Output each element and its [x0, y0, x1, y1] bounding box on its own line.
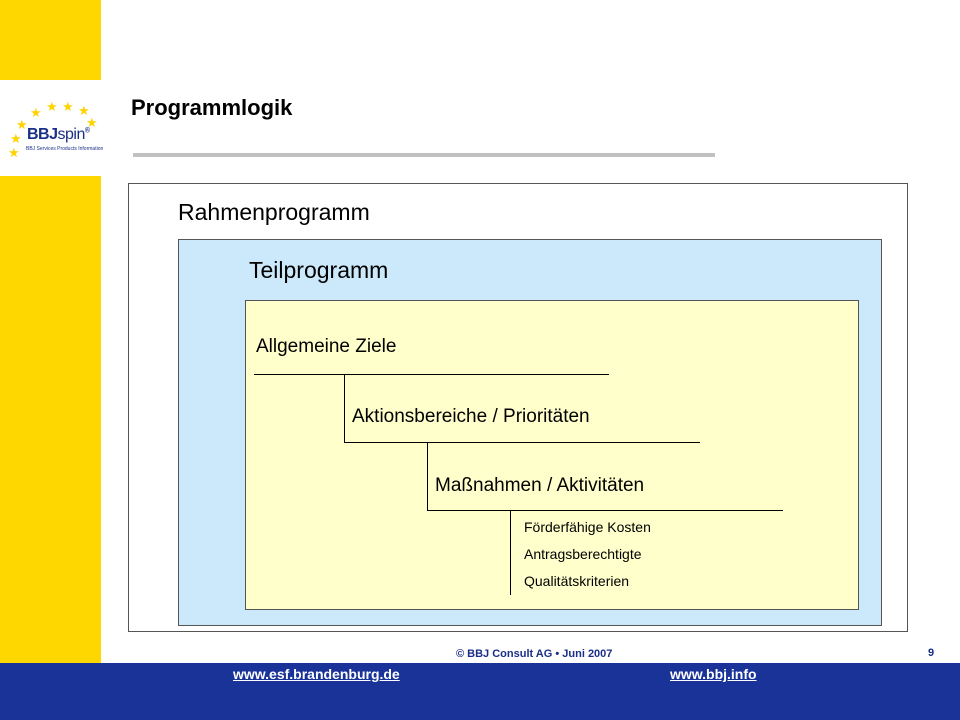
star-icon: ★ [30, 105, 42, 120]
copyright-text: © BBJ Consult AG • Juni 2007 [456, 648, 613, 660]
star-icon: ★ [16, 117, 28, 132]
esf-brandenburg-link[interactable]: www.esf.brandenburg.de [233, 666, 400, 682]
level4-item: Antragsberechtigte [524, 546, 642, 562]
level2-underline [344, 442, 700, 443]
sidebar-top-bar [0, 0, 101, 80]
level1-underline [254, 374, 609, 375]
star-icon: ★ [10, 131, 22, 146]
level4-item: Qualitätskriterien [524, 573, 630, 589]
level-allgemeine-ziele: Allgemeine Ziele [256, 336, 397, 357]
title-divider [133, 153, 715, 157]
rahmenprogramm-label: Rahmenprogramm [178, 199, 370, 225]
page-title: Programmlogik [131, 95, 293, 120]
level4-item: Förderfähige Kosten [524, 519, 651, 535]
footer-band-left [0, 663, 101, 720]
star-icon: ★ [78, 103, 90, 118]
teilprogramm-label: Teilprogramm [249, 257, 389, 283]
footer-band [101, 663, 960, 720]
brand-tagline: BBJ Services Products Information [26, 146, 104, 152]
brand-logo: BBJspin® [27, 126, 90, 143]
star-icon: ★ [62, 99, 74, 114]
level3-underline [427, 510, 783, 511]
level4-bracket-line [510, 510, 511, 595]
star-icon: ★ [86, 115, 98, 130]
sidebar-bottom-bar [0, 176, 101, 666]
level-aktionsbereiche: Aktionsbereiche / Prioritäten [352, 406, 590, 427]
star-icon: ★ [46, 99, 58, 114]
level3-bracket-line [427, 442, 428, 511]
page-number: 9 [928, 647, 935, 659]
bbj-info-link[interactable]: www.bbj.info [670, 666, 757, 682]
level2-bracket-line [344, 374, 345, 443]
level-massnahmen: Maßnahmen / Aktivitäten [435, 475, 645, 496]
star-icon: ★ [8, 145, 20, 160]
